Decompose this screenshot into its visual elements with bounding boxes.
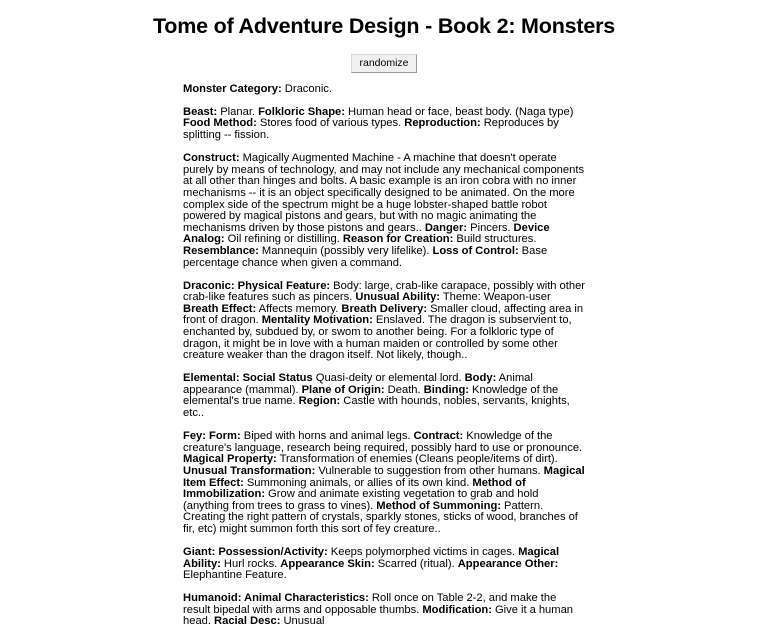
entry-value: Magically Augmented Machine - A machine that doesn't operate purely by means of technology, and may not include any mechanical components at all other than hinges and bolts. A basic example is an iron cobra with no inner mechanisms -- it is an object specifically designed to be animated. On the more complex side of the spectrum might be a huge lobster-shaped battle robot powered by magical pistons and gears, but with no magic animating the mechanisms driven by those pistons and gears.. (183, 152, 585, 234)
entry-value: Planar. (217, 105, 259, 118)
entry-label: Method of Immobilization: (183, 476, 526, 501)
entry-label: Body: (464, 372, 497, 385)
entry-value: Castle with hounds, nobles, servants, knights, etc.. (183, 395, 570, 420)
entry-label: Humanoid: Animal Characteristics: (183, 592, 369, 605)
entry-value: Enslaved. The dragon is subservient to, enchanted by, subdued by, or swom to another being. For a folkloric type of dragon, it might be in love with a human maiden or controlled by some other creature weaker than the dragon itself. Not likely, though.. (183, 314, 572, 362)
entry-label: Resemblance: (183, 244, 259, 257)
entry-label: Magical Ability: (183, 545, 560, 570)
entry-value: Vulnerable to suggestion from other humans. (315, 464, 544, 477)
entry-value: Grow and animate existing vegetation to grab and hold (anything from trees to grass to vines). (183, 488, 539, 512)
entry-label: Modification: (422, 603, 492, 616)
entry-label: Food Method: (183, 117, 257, 130)
entry-label: Plane of Origin: (301, 383, 385, 396)
entry-value: Body: large, crab-like carapace, possibly with other crab-like features such as pincers. (183, 279, 586, 304)
entry-label: Magical Property: (183, 453, 277, 466)
entry-value: Human head or face, beast body. (Naga type) (345, 105, 574, 118)
entry-label: Mentality Motivation: (261, 314, 373, 327)
entry-label: Region: (298, 395, 341, 408)
entry-label: Device Analog: (183, 221, 550, 246)
monster-description-list (183, 73, 586, 628)
entry-label: Folkloric Shape: (258, 105, 345, 118)
entry-value: Summoning animals, or allies of its own kind. (243, 476, 473, 489)
entry-value: Quasi-deity or elemental lord. (312, 372, 465, 385)
entry-value: Elephantine Feature. (183, 569, 287, 582)
entry-value: Theme: Weapon-user (440, 291, 551, 304)
entry-label: Racial Desc: (214, 615, 281, 628)
entry-value: Keeps polymorphed victims in cages. (327, 545, 519, 558)
entry-value: Reproduces by splitting -- fission. (183, 117, 559, 142)
entry-giant (183, 547, 586, 582)
entry-value: Roll once on Table 2-2, and make the result bipedal with arms and opposable thumbs. (183, 592, 557, 616)
entry-value: Pincers. (467, 221, 514, 234)
entry-value: Smaller cloud, affecting area in front of dragon. (183, 302, 584, 327)
entry-humanoid (183, 593, 586, 628)
entry-label: Loss of Control: (432, 244, 519, 257)
entry-value: Knowledge of the elemental's true name. (183, 383, 559, 408)
entry-construct (183, 153, 586, 269)
page-title: Tome of Adventure Design - Book 2: Monsters (152, 14, 616, 38)
entry-label: Fey: Form: (183, 430, 241, 443)
entry-label: Reason for Creation: (342, 233, 454, 246)
entry-value: Scarred (ritual). (374, 557, 458, 570)
entry-value: Biped with horns and animal legs. (240, 430, 414, 443)
entry-label: Breath Effect: (183, 302, 257, 315)
entry-value: Stores food of various types. (256, 117, 405, 130)
entry-label: Magical Item Effect: (183, 464, 585, 489)
entry-value: Base percentage chance when given a command. (183, 244, 548, 269)
entry-beast (183, 107, 586, 142)
entry-label: Giant: Possession/Activity: (183, 545, 328, 558)
entry-value: Unusual (280, 615, 325, 628)
entry-label: Reproduction: (404, 117, 481, 130)
entry-monster-category (183, 84, 586, 96)
entry-label: Binding: (423, 383, 469, 396)
entry-value: Affects memory. (256, 302, 342, 315)
entry-value: Transformation of enemies (Cleans people/items of dirt). (276, 453, 558, 466)
entry-label: Breath Delivery: (341, 302, 428, 315)
entry-label: Draconic: Physical Feature: (183, 279, 331, 292)
entry-label: Danger: (424, 221, 468, 234)
entry-label: Method of Summoning: (376, 499, 502, 512)
entry-value: Build structures. (453, 233, 537, 246)
entry-value: Give it a human head. (183, 603, 574, 628)
entry-value: Knowledge of the creature's language, research being required, possibly hard to use or pronounce. (183, 430, 583, 454)
entry-label: Contract: (413, 430, 464, 443)
entry-label: Elemental: Social Status (183, 372, 313, 385)
randomize-row (0, 53, 768, 73)
entry-label: Unusual Ability: (355, 291, 441, 304)
entry-value: Pattern. Creating the right pattern of crystals, sparkly stones, sticks of wood, branches of fir, etc) might summon forth this sort of fey creature.. (183, 499, 578, 535)
entry-value: Hurl rocks. (220, 557, 281, 570)
entry-value: Animal appearance (mammal). (183, 372, 533, 396)
entry-label: Appearance Skin: (280, 557, 375, 570)
randomize-button[interactable]: randomize (351, 54, 416, 73)
entry-value: Mannequin (possibly very lifelike). (258, 244, 433, 257)
entry-label: Monster Category: (183, 82, 282, 95)
entry-value: Death. (384, 383, 424, 396)
entry-value: Draconic. (281, 82, 333, 95)
entry-label: Beast: (183, 105, 218, 118)
entry-elemental (183, 373, 586, 419)
entry-label: Appearance Other: (457, 557, 559, 570)
entry-label: Construct: (183, 152, 240, 165)
entry-fey (183, 431, 586, 535)
entry-label: Unusual Transformation: (183, 464, 316, 477)
entry-draconic (183, 281, 586, 362)
entry-value: Oil refining or distilling. (224, 233, 343, 246)
